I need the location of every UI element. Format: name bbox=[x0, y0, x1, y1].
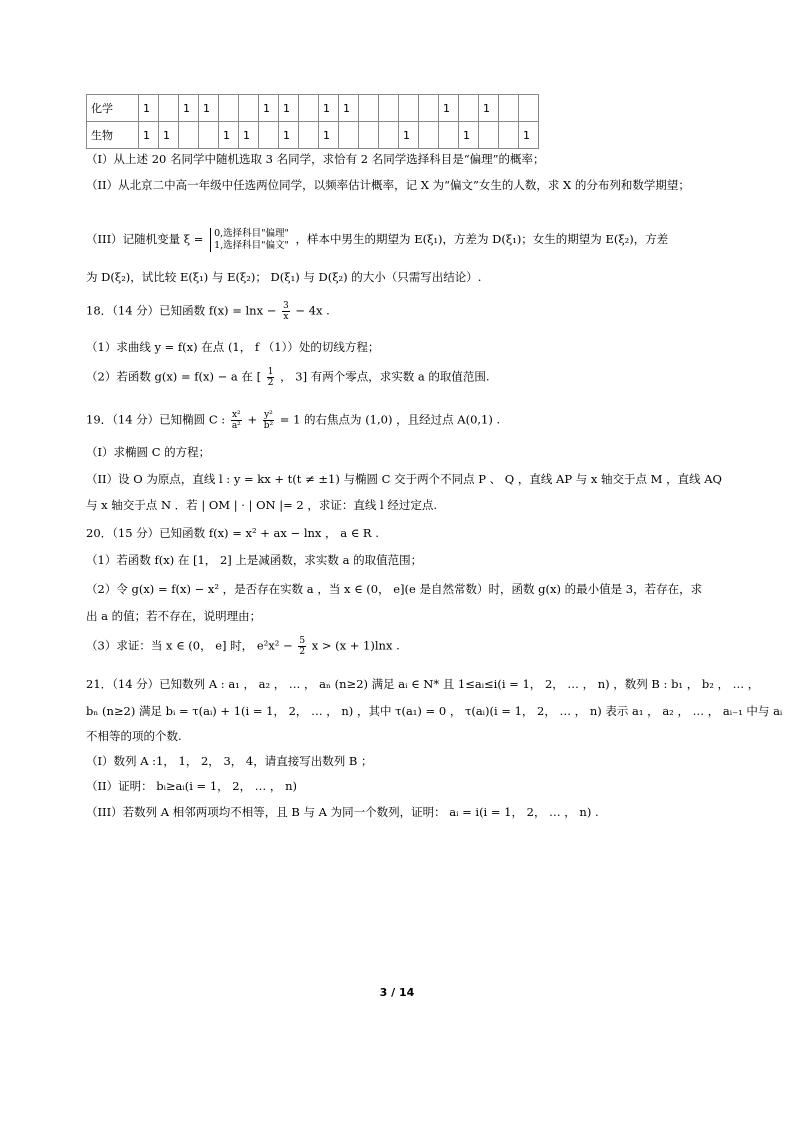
table-cell: 1 bbox=[519, 122, 539, 149]
table-cell: 1 bbox=[459, 122, 479, 149]
q21-stem3: 不相等的项的个数. bbox=[86, 729, 182, 743]
table-cell bbox=[159, 95, 179, 122]
q17-part2: （II）从北京二中高一年级中任选两位同学，以频率估计概率，记 X 为“偏文”女生的人数，求 X 的分布列和数学期望； bbox=[86, 178, 690, 192]
q17-part3-a: （III）记随机变量 ξ = bbox=[86, 232, 204, 246]
table-cell bbox=[339, 122, 359, 149]
q18-fraction bbox=[282, 301, 290, 322]
table-cell: 1 bbox=[259, 95, 279, 122]
table-cell bbox=[379, 122, 399, 149]
q18-stem bbox=[86, 301, 330, 322]
table-cell bbox=[239, 95, 259, 122]
brace-top: 0,选择科目"偏理" bbox=[214, 228, 289, 239]
table-cell: 1 bbox=[399, 122, 419, 149]
q18-p2-b: ， 3] 有两个零点，求实数 a 的取值范围. bbox=[280, 369, 490, 384]
piecewise-brace bbox=[210, 228, 289, 252]
frac-den: x bbox=[283, 312, 289, 322]
table-cell bbox=[359, 122, 379, 149]
q20-part3 bbox=[86, 636, 400, 657]
table-cell bbox=[459, 95, 479, 122]
q18-p2-fraction bbox=[267, 367, 275, 388]
table-cell: 1 bbox=[319, 122, 339, 149]
frac-num: y² bbox=[264, 410, 273, 420]
q19-frac-y bbox=[263, 410, 274, 431]
q19-stem-b: = 1 的右焦点为 (1,0) ，且经过点 A(0,1) . bbox=[279, 412, 501, 427]
q18-part1: （1）求曲线 y = f(x) 在点 (1， f （1））处的切线方程； bbox=[86, 340, 380, 354]
table-cell: 1 bbox=[139, 122, 159, 149]
frac-den: 2 bbox=[267, 378, 274, 388]
table-cell: 1 bbox=[439, 95, 459, 122]
table-cell: 1 bbox=[139, 95, 159, 122]
q19-stem-a: 19．（14 分）已知椭圆 C : bbox=[86, 412, 226, 427]
table-cell: 1 bbox=[239, 122, 259, 149]
page-number: 3 / 14 bbox=[379, 986, 415, 999]
table-cell: 1 bbox=[279, 95, 299, 122]
q21-part3: （III）若数列 A 相邻两项均不相等，且 B 与 A 为同一个数列，证明： aᵢ = i(i = 1， 2， … ， n) . bbox=[86, 805, 599, 819]
frac-den: b² bbox=[263, 421, 274, 431]
q19-frac-x bbox=[231, 410, 242, 431]
q18-stem-a: 18．（14 分）已知函数 f(x) = lnx − bbox=[86, 303, 277, 318]
table-cell: 1 bbox=[219, 122, 239, 149]
table-cell bbox=[259, 122, 279, 149]
table-cell bbox=[359, 95, 379, 122]
q21-stem2: bₙ (n≥2) 满足 bᵢ = τ(aᵢ) + 1(i = 1， 2， … ， n) ，其中 τ(a₁) = 0 ， τ(aᵢ)(i = 1， 2， … ， n) 表示 a₁ ， a₂ ， … ， aᵢ₋₁ 中与 aᵢ bbox=[86, 704, 783, 718]
q21-stem: 21．（14 分）已知数列 A : a₁ ， a₂ ， … ， aₙ (n≥2) 满足 aᵢ ∈ N* 且 1≤aᵢ≤i(i = 1， 2， … ， n) ，数列 B : b₁ ， b₂ ， … ， bbox=[86, 677, 760, 691]
q18-part2 bbox=[86, 367, 490, 388]
q20-part2: （2）令 g(x) = f(x) − x² ，是否存在实数 a ，当 x ∈ (0， e](e 是自然常数）时，函数 g(x) 的最小值是 3，若存在，求 bbox=[86, 582, 703, 596]
table-cell bbox=[519, 95, 539, 122]
q21-part2: （II）证明： bᵢ≥aᵢ(i = 1， 2， … ， n) bbox=[86, 779, 297, 793]
table-cell: 1 bbox=[339, 95, 359, 122]
table-cell bbox=[299, 95, 319, 122]
table-cell bbox=[499, 122, 519, 149]
q20-p3-a: （3）求证：当 x ∈ (0， e] 时， e²x² − bbox=[86, 638, 293, 653]
subject-table bbox=[86, 94, 539, 149]
table-cell: 1 bbox=[199, 95, 219, 122]
q21-part1: （I）数列 A :1， 1， 2， 3， 4，请直接写出数列 B ； bbox=[86, 754, 373, 768]
q20-part2b: 出 a 的值；若不存在，说明理由； bbox=[86, 609, 262, 623]
table-cell bbox=[299, 122, 319, 149]
q19-stem bbox=[86, 410, 500, 431]
q20-fraction bbox=[298, 636, 306, 657]
q17-part1: （I）从上述 20 名同学中随机选取 3 名同学，求恰有 2 名同学选择科目是“偏理”的概率； bbox=[86, 152, 545, 166]
frac-num: 3 bbox=[283, 301, 289, 311]
table-cell bbox=[419, 95, 439, 122]
table-cell bbox=[479, 122, 499, 149]
table-cell bbox=[439, 122, 459, 149]
row-label: 化学 bbox=[87, 95, 139, 122]
table-cell bbox=[499, 95, 519, 122]
frac-num: 1 bbox=[267, 367, 274, 377]
table-cell: 1 bbox=[279, 122, 299, 149]
q17-part3 bbox=[86, 228, 668, 252]
table-cell: 1 bbox=[159, 122, 179, 149]
table-row bbox=[87, 95, 539, 122]
q18-p2-a: （2）若函数 g(x) = f(x) − a 在 [ bbox=[86, 369, 262, 384]
q19-part2b: 与 x 轴交于点 N ．若 | OM | · | ON |= 2 ，求证：直线 l 经过定点. bbox=[86, 498, 438, 512]
q17-part3-c: 为 D(ξ₂)，试比较 E(ξ₁) 与 E(ξ₂)； D(ξ₁) 与 D(ξ₂) 的大小（只需写出结论）. bbox=[86, 270, 482, 284]
row-label: 生物 bbox=[87, 122, 139, 149]
q19-part1: （I）求椭圆 C 的方程； bbox=[86, 445, 211, 459]
table-cell bbox=[199, 122, 219, 149]
table-cell bbox=[179, 122, 199, 149]
q19-part2: （II）设 O 为原点，直线 l : y = kx + t(t ≠ ±1) 与椭圆 C 交于两个不同点 P 、 Q ，直线 AP 与 x 轴交于点 M ，直线 AQ bbox=[86, 472, 722, 486]
frac-den: a² bbox=[231, 421, 241, 431]
frac-den: 2 bbox=[299, 647, 306, 657]
q20-stem: 20．（15 分）已知函数 f(x) = x² + ax − lnx ， a ∈ R . bbox=[86, 526, 379, 540]
q19-plus: + bbox=[247, 412, 258, 427]
frac-num: x² bbox=[231, 410, 241, 420]
table-cell bbox=[419, 122, 439, 149]
brace-bottom: 1,选择科目"偏文" bbox=[214, 240, 289, 251]
table-row bbox=[87, 122, 539, 149]
table-cell bbox=[379, 95, 399, 122]
q18-stem-b: − 4x . bbox=[295, 303, 330, 318]
q17-part3-b: ，样本中男生的期望为 E(ξ₁)，方差为 D(ξ₁)；女生的期望为 E(ξ₂)，方差 bbox=[295, 232, 669, 246]
frac-num: 5 bbox=[299, 636, 306, 646]
table-cell: 1 bbox=[479, 95, 499, 122]
table-cell bbox=[399, 95, 419, 122]
table-cell: 1 bbox=[179, 95, 199, 122]
table-cell: 1 bbox=[319, 95, 339, 122]
q20-part1: （1）若函数 f(x) 在 [1， 2] 上是减函数，求实数 a 的取值范围； bbox=[86, 553, 423, 567]
q20-p3-b: x > (x + 1)lnx . bbox=[311, 638, 400, 653]
table-cell bbox=[219, 95, 239, 122]
